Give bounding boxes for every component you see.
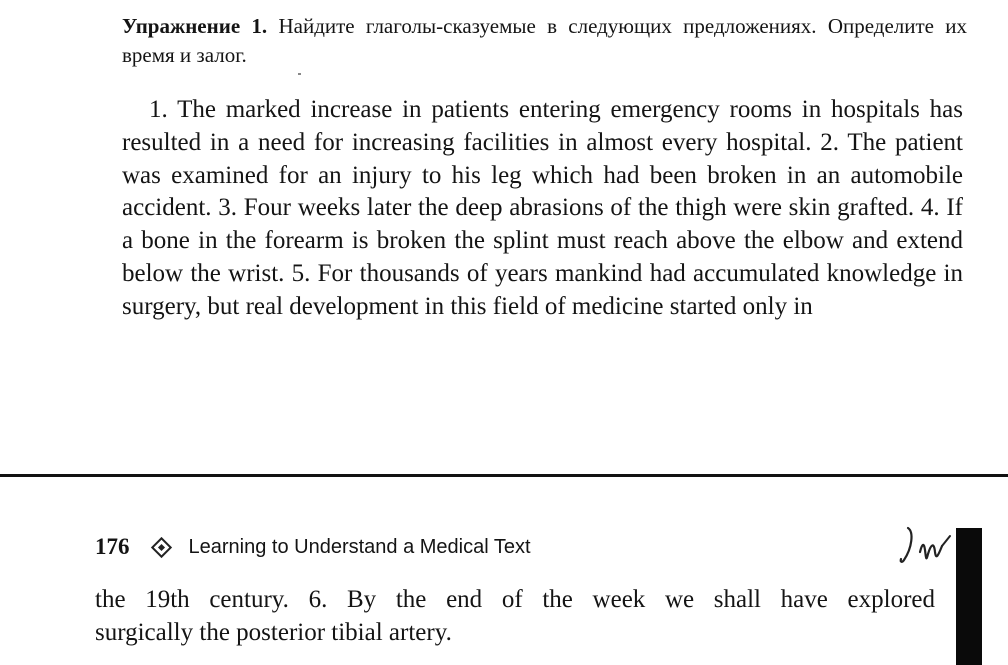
scan-edge-bar (956, 528, 982, 665)
exercise-heading (122, 12, 967, 70)
diamond-icon (150, 536, 171, 557)
exercise-text: 1. The marked increase in patients entering emergency rooms in hospitals has resulted in a need for increasing facilities in almost every hospital. 2. The patient was examined for an injury to his leg which had been broken in an automobile accident. 3. Four weeks later the deep abrasions of the thigh were skin grafted. 4. If a bone in the forearm is broken the splint must reach above the elbow and extend below the wrist. 5. For thousands of years mankind had accumulated knowledge in surgery, but real development in this field of medicine started only in (122, 96, 963, 320)
exercise-instruction: Найдите глаголы-сказуемые в следующих предложениях. Определите их время и залог. (122, 14, 968, 67)
exercise-label: Упражнение 1. (122, 14, 268, 38)
continuation-line-2: surgically the posterior tibial artery. (95, 618, 452, 646)
continuation-line-1: the 19th century. 6. By the end of the week we shall have explored (95, 586, 935, 613)
handwritten-mark-icon (898, 522, 956, 572)
running-title: Learning to Understand a Medical Text (188, 535, 531, 558)
continuation-text (95, 584, 935, 650)
stray-mark (298, 73, 301, 75)
page-header (95, 532, 531, 562)
page-divider (0, 474, 1008, 477)
page-number: 176 (95, 534, 130, 559)
